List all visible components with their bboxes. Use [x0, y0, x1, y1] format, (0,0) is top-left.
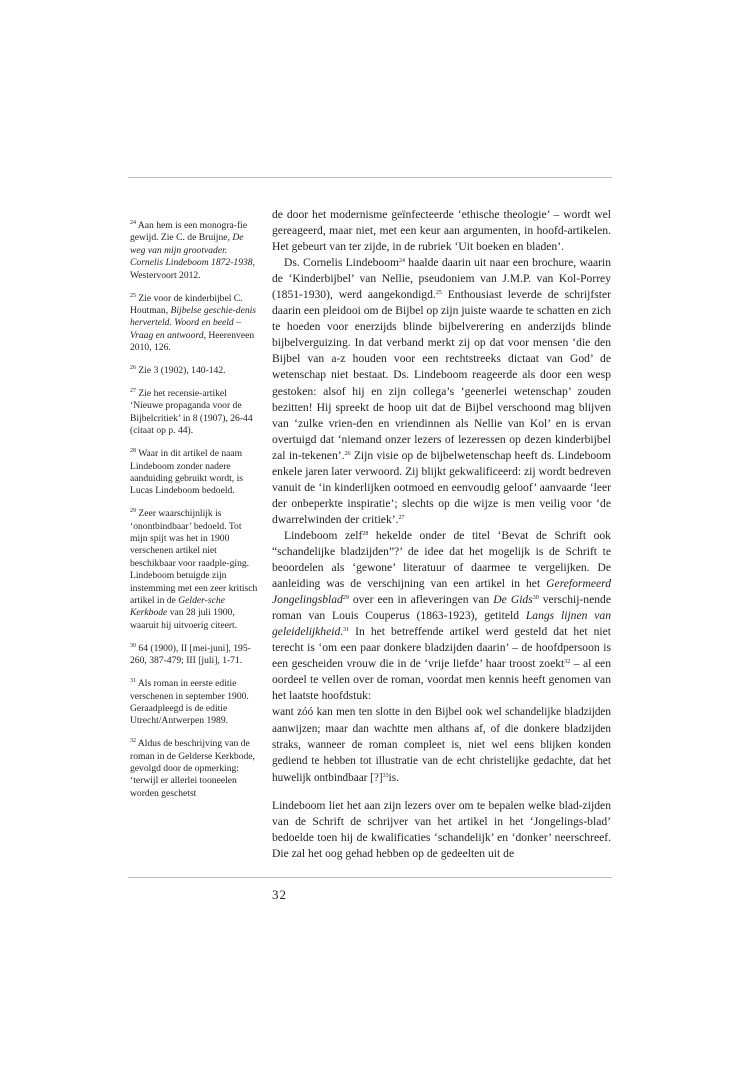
- footnote-ref: 28: [362, 530, 369, 537]
- footnote-ref: 30: [532, 595, 539, 602]
- page-number: 32: [272, 887, 287, 902]
- footnote-ref: 27: [398, 514, 405, 521]
- footnote-ref: 32: [564, 659, 571, 666]
- footnote: $^{30}$ 64 (1900), II [mei-juni], 195-260, 387-479; III [juli], 1-71.: [130, 642, 251, 667]
- bottom-rule: [128, 877, 612, 878]
- footnote-ref: 25: [435, 290, 442, 297]
- paragraph: Lindeboom zelf$^{28}$ hekelde onder de titel ‘Bevat de Schrift ook “schandelijke bladzijden”?’ de idee dat het mogelijk is de Schrift te beoordelen als ‘gewone’ literatuur of daarmee te vergelijken. De aanleiding was de verschijning van een artikel in het Gereformeerd Jongelingsblad$^{29}$ over een in afleveringen van De Gids$^{30}$ verschij-nende roman van Louis Couperus (1863-1923), getiteld Langs lijnen van geleidelijkheid.$^{31}$ In het betreffende artikel werd gesteld dat het niet terecht is ‘om een paar donkere bladzijden daarin’ – de hoofdpersoon is een gescheiden vrouw die in de ‘vrije liefde’ haar troost zoekt$^{32}$ – al een oordeel te vellen over de roman, voordat men kennis heeft genomen van het laatste hoofdstuk:: [272, 528, 611, 703]
- top-rule: [128, 177, 612, 178]
- block-quote: want zóó kan men ten slotte in den Bijbel ook wel schandelijke bladzijden aanwijzen; maar dan wachtte men althans af, of die donkere bladzijden straks, wanneer de roman compleet is, niet wel eens blijken konden gediend te hebben tot illustratie van de echt christelijke gedachte, dat het huwelijk ontbindbaar [?]$^{33}$is.: [272, 706, 611, 784]
- footnote: $^{28}$ Waar in dit artikel de naam Lindeboom zonder nadere aanduiding gebruikt wordt, is Lucas Lindeboom bedoeld.: [130, 448, 243, 497]
- paragraph: Ds. Cornelis Lindeboom$^{24}$ haalde daarin uit naar een brochure, waarin de ‘Kinderbijbel’ van Nellie, pseudoniem van J.M.P. van Kol-Porrey (1851-1930), werd aangekondigd.$^{25}$ Enthousiast leverde de schrijfster daarin een pleidooi om de Bijbel op zijn juiste waarde te schatten en zich te hoeden voor enerzijds blinde bijbelverering en anderzijds blinde bijbelverguizing. In dat verband merkt zij op dat voor mensen ‘die den Bijbel van a-z houden voor een rechtstreeks dictaat van God’ de wetenschap niet bestaat. Ds. Lindeboom reageerde als door een wesp gestoken: alsof hij en zijn collega’s ‘geenerlei wetenschap’ zouden bezitten! Hij spreekt de hoop uit dat de Bijbel verschoond mag blijven van ‘zulke vrien-den en vriendinnen als Nellie van Kol’ en is ervan overtuigd dat ‘niemand onzer lezers of lezeressen op dezen kinderbijbel zal in-tekenen’.$^{26}$ Zijn visie op de bijbelwetenschap heeft ds. Lindeboom enkele jaren later verwoord. Zij blijkt gekwalificeerd: zij wordt bedreven vanuit de ‘in kinderlijken ootmoed en eenvoudig geloof’ aanvaarde ‘leer der onbeperkte inspiratie’; slechts op die wijze is men veilig voor ‘de dwarrelwinden der critiek’.$^{27}$: [272, 256, 611, 526]
- footnote: $^{31}$ Als roman in eerste editie verschenen in september 1900. Geraadpleegd is de editie Utrecht/Antwerpen 1989.: [130, 678, 249, 727]
- footnotes-column: [130, 220, 258, 811]
- footnote: $^{27}$ Zie het recensie-artikel ‘Nieuwe propaganda voor de Bijbelcritiek’ in 8 (1907), 26-44 (citaat op p. 44).: [130, 387, 253, 437]
- footnote-ref: 33: [382, 772, 389, 779]
- footnote-ref: 31: [343, 627, 350, 634]
- footnote: $^{25}$ Zie voor de kinderbijbel C. Houtman, Bijbelse geschie-denis herverteld. Woord en beeld – Vraag en antwoord, Heerenveen 2010, 126.: [130, 292, 257, 354]
- footnote: $^{26}$ Zie 3 (1902), 140-142.: [130, 365, 226, 377]
- paragraph: de door het modernisme geïnfecteerde ‘ethische theologie’ – wordt wel gereageerd, maar niet, met een keur aan argumenten, in hoofd-artikelen. Het gebeurt van ter zijde, in de rubriek ‘Uit boeken en bladen’.: [272, 208, 611, 254]
- footnote: $^{24}$ Aan hem is een monogra-fie gewijd. Zie C. de Bruijne, De weg van mijn grootvader. Cornelis Lindeboom 1872-1938, Westervoort 2012.: [130, 220, 255, 281]
- body-text: [272, 207, 611, 862]
- footnote: $^{29}$ Zeer waarschijnlijk is ‘onontbindbaar’ bedoeld. Tot mijn spijt was het in 1900 verschenen artikel niet beschikbaar voor raadple-ging. Lindeboom betuigde zijn instemming met een zeer kritisch artikel in de Gelder-sche Kerkbode van 28 juli 1900, waaruit hij uitvoerig citeert.: [130, 508, 258, 631]
- footnote-ref: 24: [399, 258, 406, 265]
- footnote-ref: 29: [342, 595, 349, 602]
- paragraph: Lindeboom liet het aan zijn lezers over om te bepalen welke blad-zijden van de Schrift de schrijver van het artikel in het ‘Jongelings-blad’ bedoelde toen hij de kwalificaties ‘schandelijk’ en ‘donker’ neerschreef. Die zal het oog gehad hebben op de gedeelten uit de: [272, 798, 611, 861]
- footnote-ref: 26: [344, 450, 351, 457]
- footnote: $^{32}$ Aldus de beschrijving van de roman in de Gelderse Kerkbode, gevolgd door de opmerking: ‘terwijl er allerlei tooneelen worden geschetst: [130, 738, 255, 799]
